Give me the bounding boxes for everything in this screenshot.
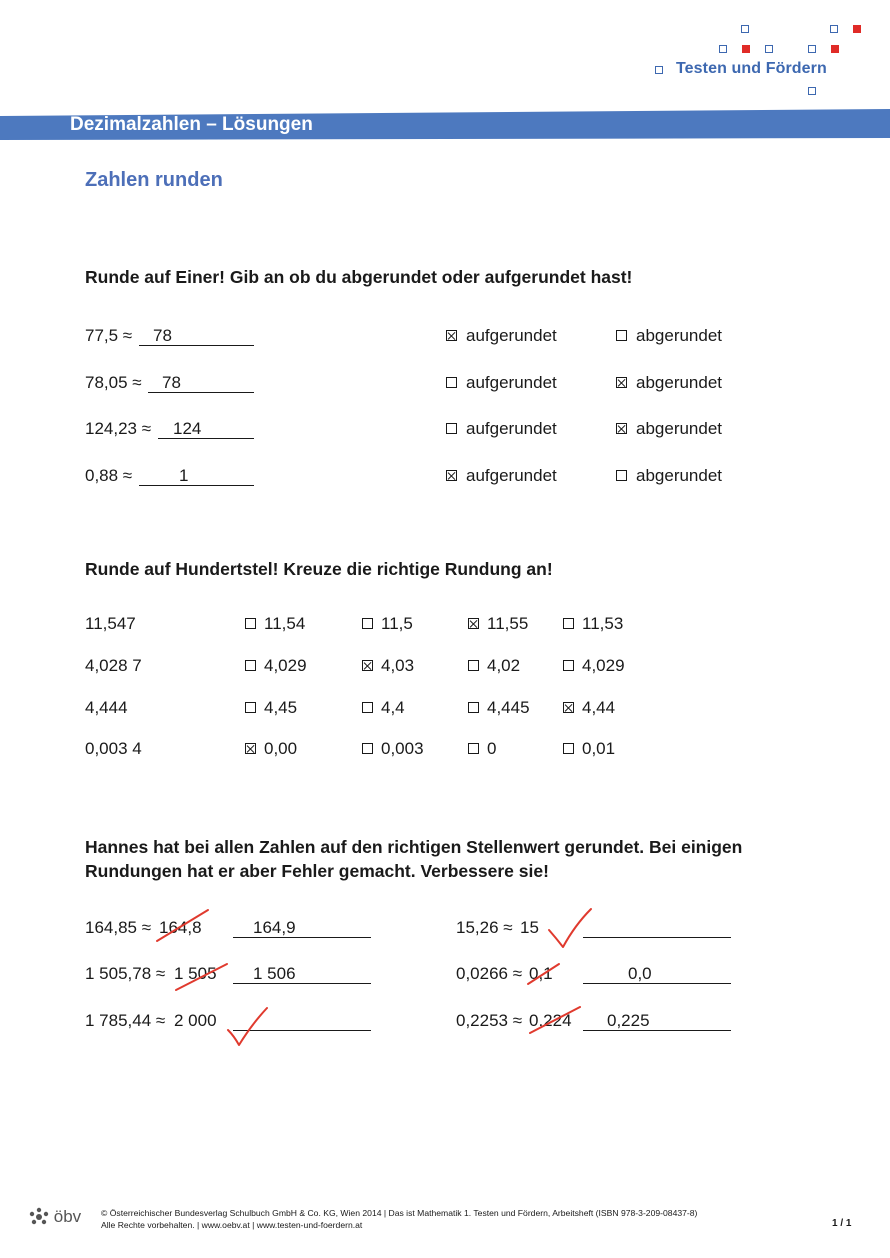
checkbox-checked[interactable]	[563, 702, 574, 713]
checkbox-unchecked[interactable]	[616, 330, 627, 341]
logo-square-outline	[808, 45, 816, 53]
task3-correction: 1 506	[233, 964, 371, 984]
task1-answer: 1	[139, 466, 254, 486]
task2-option: 4,445	[487, 698, 530, 717]
checkbox-unchecked[interactable]	[468, 660, 479, 671]
task2-option: 4,02	[487, 656, 521, 675]
checkbox-unchecked[interactable]	[446, 423, 457, 434]
task3-given: 2 000	[174, 1011, 217, 1030]
option-label-down: abgerundet	[636, 419, 723, 438]
checkbox-unchecked[interactable]	[245, 618, 256, 629]
checkbox-unchecked[interactable]	[616, 470, 627, 481]
task1-number: 124,23 ≈	[85, 419, 152, 438]
task2-option: 11,54	[264, 614, 306, 633]
footer-line2: Alle Rechte vorbehalten. | www.oebv.at | www.testen-und-foerdern.at	[101, 1220, 363, 1230]
option-label-up: aufgerundet	[466, 373, 557, 392]
footer-line1: © Österreichischer Bundesverlag Schulbuch GmbH & Co. KG, Wien 2014 | Das ist Mathematik 1. Testen und Fördern, Arbeitsheft (ISBN 978-3-209-08437-8)	[101, 1208, 698, 1218]
option-label-up: aufgerundet	[466, 326, 557, 345]
task3-correction: 0,225	[583, 1011, 731, 1031]
checkbox-checked[interactable]	[616, 377, 627, 388]
logo-square-outline	[741, 25, 749, 33]
checkbox-unchecked[interactable]	[245, 660, 256, 671]
task3-correction: 164,9	[233, 918, 371, 938]
task3-correction	[583, 918, 731, 938]
task2-option: 11,5	[381, 614, 413, 633]
option-label-down: abgerundet	[636, 466, 723, 485]
option-label-up: aufgerundet	[466, 466, 557, 485]
option-label-down: abgerundet	[636, 373, 723, 392]
task3-instruction: Hannes hat bei allen Zahlen auf den richtigen Stellenwert gerundet. Bei einigen Rundungen hat er aber Fehler gemacht. Verbessere sie!	[85, 837, 743, 881]
page-number: 1 / 1	[832, 1218, 852, 1229]
task2-number: 4,444	[85, 698, 128, 717]
option-label-down: abgerundet	[636, 326, 723, 345]
task2-option: 4,44	[582, 698, 616, 717]
page-title: Dezimalzahlen – Lösungen	[70, 114, 313, 135]
task2-option: 0,00	[264, 739, 298, 758]
task3-given: 0,1	[529, 964, 553, 983]
task2-option: 11,55	[487, 614, 529, 633]
logo-square-outline	[830, 25, 838, 33]
task3-given: 1 505	[174, 964, 217, 983]
publisher-logo	[29, 1207, 81, 1227]
checkbox-unchecked[interactable]	[362, 702, 373, 713]
task2-option: 4,03	[381, 656, 415, 675]
task2-option: 4,029	[582, 656, 625, 675]
logo-square-filled	[742, 45, 750, 53]
task1-answer: 78	[148, 373, 254, 393]
task2-option: 4,45	[264, 698, 298, 717]
logo-text: Testen und Fördern	[676, 60, 827, 77]
checkbox-checked[interactable]	[362, 660, 373, 671]
task2-instruction: Runde auf Hundertstel! Kreuze die richtige Rundung an!	[85, 559, 553, 579]
checkbox-unchecked[interactable]	[468, 702, 479, 713]
task2-option: 0,01	[582, 739, 616, 758]
publisher-logo-text: öbv	[53, 1207, 82, 1226]
task2-number: 11,547	[85, 614, 136, 633]
task3-number: 0,0266 ≈	[456, 964, 523, 983]
checkbox-checked[interactable]	[616, 423, 627, 434]
logo-square-outline	[719, 45, 727, 53]
task2-option: 0	[487, 739, 497, 758]
task3-number: 1 785,44 ≈	[85, 1011, 166, 1030]
task1-answer: 124	[158, 419, 254, 439]
checkbox-unchecked[interactable]	[563, 660, 574, 671]
task1-instruction: Runde auf Einer! Gib an ob du abgerundet oder aufgerundet hast!	[85, 267, 633, 287]
task2-option: 4,4	[381, 698, 405, 717]
checkbox-checked[interactable]	[468, 618, 479, 629]
task2-option: 11,53	[582, 614, 624, 633]
logo-square-filled	[831, 45, 839, 53]
task3-number: 0,2253 ≈	[456, 1011, 523, 1030]
task2-option: 4,029	[264, 656, 307, 675]
task2-number: 4,028 7	[85, 656, 142, 675]
checkbox-unchecked[interactable]	[563, 743, 574, 754]
checkbox-unchecked[interactable]	[563, 618, 574, 629]
task3-given: 164,8	[159, 918, 202, 937]
checkbox-unchecked[interactable]	[245, 702, 256, 713]
task3-number: 164,85 ≈	[85, 918, 152, 937]
checkbox-unchecked[interactable]	[468, 743, 479, 754]
oebv-star-icon	[29, 1207, 49, 1225]
checkbox-checked[interactable]	[446, 470, 457, 481]
checkbox-checked[interactable]	[245, 743, 256, 754]
checkbox-unchecked[interactable]	[362, 743, 373, 754]
logo-square-outline	[655, 66, 663, 74]
checkbox-unchecked[interactable]	[446, 377, 457, 388]
task3-number: 15,26 ≈	[456, 918, 513, 937]
logo-square-outline	[808, 87, 816, 95]
task1-number: 0,88 ≈	[85, 466, 133, 485]
footer-copyright	[101, 1207, 697, 1231]
checkbox-unchecked[interactable]	[362, 618, 373, 629]
logo-square-filled	[853, 25, 861, 33]
task3-given: 0,224	[529, 1011, 572, 1030]
task1-number: 77,5 ≈	[85, 326, 133, 345]
task3-given: 15	[520, 918, 539, 937]
task3-number: 1 505,78 ≈	[85, 964, 166, 983]
section-title: Zahlen runden	[85, 169, 223, 191]
logo-square-outline	[765, 45, 773, 53]
option-label-up: aufgerundet	[466, 419, 557, 438]
task2-number: 0,003 4	[85, 739, 142, 758]
task2-option: 0,003	[381, 739, 424, 758]
task1-number: 78,05 ≈	[85, 373, 142, 392]
task3-correction: 0,0	[583, 964, 731, 984]
task3-correction	[233, 1011, 371, 1031]
checkbox-checked[interactable]	[446, 330, 457, 341]
task1-answer: 78	[139, 326, 254, 346]
